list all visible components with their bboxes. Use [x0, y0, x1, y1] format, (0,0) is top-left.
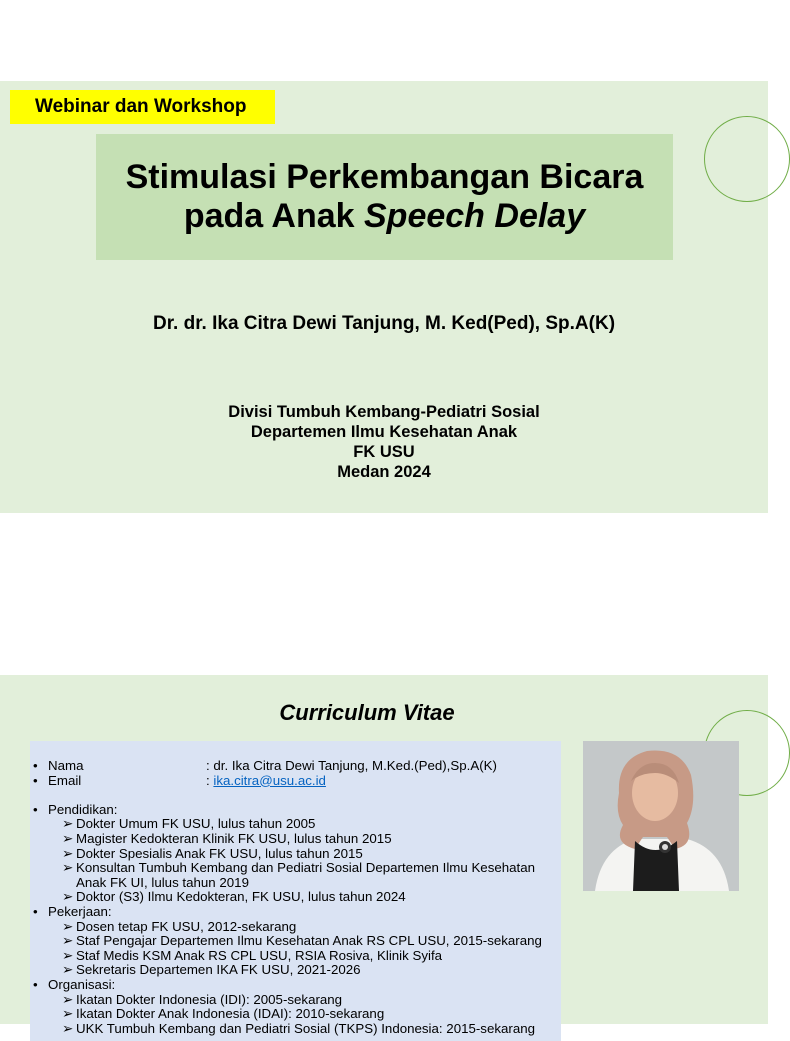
- list-item-text: Dokter Umum FK USU, lulus tahun 2005: [76, 816, 316, 832]
- arrow-bullet-icon: ➢: [62, 1006, 74, 1022]
- email-colon: :: [206, 772, 214, 788]
- list-item-continuation: Anak FK UI, lulus tahun 2019: [76, 874, 249, 890]
- arrow-bullet-icon: ➢: [62, 845, 74, 861]
- pekerjaan-heading: [30, 905, 561, 920]
- bullet: •: [33, 758, 38, 773]
- affiliation: [0, 402, 768, 482]
- pendidikan-heading: [30, 803, 561, 818]
- arrow-bullet-icon: ➢: [62, 830, 74, 846]
- arrow-bullet-icon: ➢: [62, 933, 74, 949]
- list-item: [30, 861, 561, 876]
- arrow-bullet-icon: ➢: [62, 889, 74, 905]
- email-label: Email: [48, 772, 82, 788]
- title-line-1: Stimulasi Perkembangan Bicara: [125, 158, 644, 196]
- arrow-bullet-icon: ➢: [62, 918, 74, 934]
- list-item-text: Ikatan Dokter Indonesia (IDI): 2005-sekarang: [76, 991, 343, 1007]
- cv-slide: [0, 675, 768, 1036]
- affiliation-line: Medan 2024: [337, 463, 431, 481]
- affiliation-line: Departemen Ilmu Kesehatan Anak: [250, 423, 518, 441]
- arrow-bullet-icon: ➢: [62, 816, 74, 832]
- pekerjaan-label: Pekerjaan:: [48, 903, 112, 919]
- email-value-wrap: [206, 774, 326, 789]
- list-item: [30, 920, 561, 935]
- nama-label: Nama: [48, 758, 84, 773]
- arrow-bullet-icon: ➢: [62, 1020, 74, 1036]
- cv-content: [30, 741, 561, 1041]
- list-item: [30, 1007, 561, 1022]
- affiliation-line: Divisi Tumbuh Kembang-Pediatri Sosial: [228, 403, 540, 421]
- list-item-text: Doktor (S3) Ilmu Kedokteran, FK USU, lulus tahun 2024: [76, 889, 406, 905]
- arrow-bullet-icon: ➢: [62, 947, 74, 963]
- list-item-text: Konsultan Tumbuh Kembang dan Pediatri Sosial Departemen Ilmu Kesehatan: [76, 860, 536, 876]
- bullet: •: [33, 772, 38, 788]
- bullet: •: [33, 976, 38, 992]
- decorative-circle: [704, 116, 790, 202]
- list-item-text: Magister Kedokteran Klinik FK USU, lulus tahun 2015: [76, 830, 392, 846]
- organisasi-heading: [30, 978, 561, 993]
- email-link[interactable]: ika.citra@usu.ac.id: [213, 772, 326, 788]
- list-item-text: Dokter Spesialis Anak FK USU, lulus tahun 2015: [76, 845, 363, 861]
- list-item: [30, 963, 561, 978]
- nama-row: [30, 759, 561, 774]
- title-line-2-prefix: pada Anak: [183, 197, 364, 235]
- title-box: [96, 134, 673, 260]
- list-item-text: Dosen tetap FK USU, 2012-sekarang: [76, 918, 297, 934]
- list-item: [30, 890, 561, 905]
- list-item-text: UKK Tumbuh Kembang dan Pediatri Sosial (TKPS) Indonesia: 2015-sekarang: [76, 1020, 536, 1036]
- list-item: [30, 993, 561, 1008]
- pendidikan-label: Pendidikan:: [48, 801, 118, 817]
- organisasi-label: Organisasi:: [48, 976, 116, 992]
- profile-photo: [583, 741, 739, 891]
- event-tag: Webinar dan Workshop: [10, 90, 275, 124]
- cv-title: Curriculum Vitae: [279, 700, 455, 725]
- nama-value: : dr. Ika Citra Dewi Tanjung, M.Ked.(Ped),Sp.A(K): [206, 758, 497, 773]
- author-name: Dr. dr. Ika Citra Dewi Tanjung, M. Ked(Ped), Sp.A(K): [152, 313, 616, 334]
- list-item-text: Sekretaris Departemen IKA FK USU, 2021-2026: [76, 962, 361, 978]
- list-item: [30, 934, 561, 949]
- arrow-bullet-icon: ➢: [62, 860, 74, 876]
- list-item: [30, 1022, 561, 1037]
- arrow-bullet-icon: ➢: [62, 962, 74, 978]
- affiliation-line: FK USU: [353, 443, 415, 461]
- bullet: •: [33, 801, 38, 817]
- list-item-text: Ikatan Dokter Anak Indonesia (IDAI): 2010-sekarang: [76, 1006, 385, 1022]
- list-item: [30, 832, 561, 847]
- list-item-text: Staf Medis KSM Anak RS CPL USU, RSIA Rosiva, Klinik Syifa: [76, 947, 443, 963]
- list-item-text: Staf Pengajar Departemen Ilmu Kesehatan Anak RS CPL USU, 2015-sekarang: [76, 933, 542, 949]
- email-row: [30, 774, 561, 789]
- bullet: •: [33, 903, 38, 919]
- list-item: [30, 949, 561, 964]
- title-line-2-italic: Speech Delay: [364, 197, 586, 235]
- title-line-2: [184, 197, 585, 236]
- list-item: [30, 847, 561, 862]
- profile-photo-illustration: [583, 741, 739, 891]
- arrow-bullet-icon: ➢: [62, 991, 74, 1007]
- title-slide: [0, 81, 768, 513]
- list-item: [30, 817, 561, 832]
